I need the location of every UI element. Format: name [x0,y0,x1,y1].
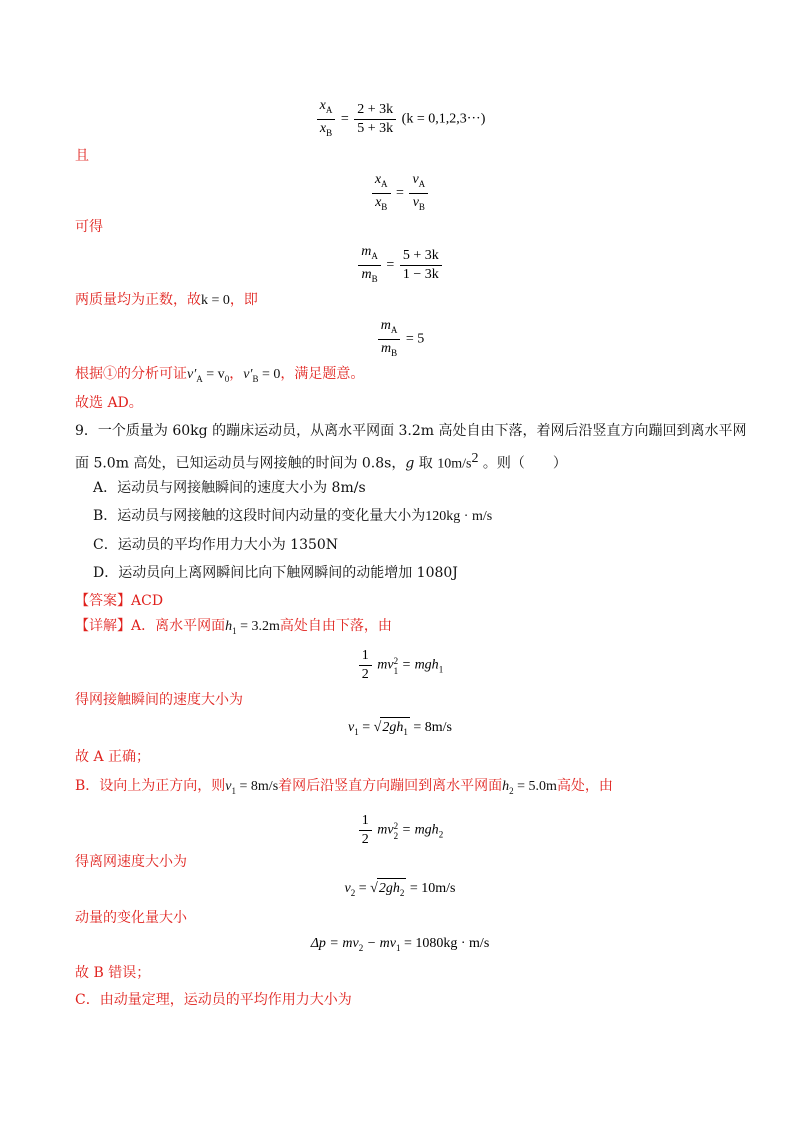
detail-c-line: C．由动量定理，运动员的平均作用力大小为 [75,992,352,1008]
equation-ratio-m: $\frac{m_A}{m_B}$ = $\frac{5 + 3k}{1 - 3k}$ [0,244,800,287]
equation-delta-p: $\Delta p = mv_2 - mv_1 = 1080kg \cdot m/s$ [310,936,490,953]
equation-ratio-x-v: $\frac{x_A}{x_B}$ = $\frac{v_A}{v_B}$ [0,172,800,215]
equation-energy-2: $\frac{1}{2}$ mv 2 2 = mgh$_2$ [0,813,800,848]
equation-mass-ratio-5: $\frac{m_A}{m_B}$ = 5 [0,318,800,361]
text-can-get: 可得 [75,219,103,235]
option-b: B．运动员与网接触的这段时间内动量的变化量大小为120kg · m/s [93,508,493,524]
text-momentum-change: 动量的变化量大小 [75,910,187,926]
text-b-wrong: 故 B 错误； [75,965,151,981]
text-verify: 根据①的分析可证$v'_A = v_0$，$v'_B = 0$，满足题意。 [75,366,365,384]
equation-ratio-x: $\frac{x_A}{x_B}$ = $\frac{2 + 3k}{5 + 3k}$ (k = 0,1,2,3···) [0,98,800,141]
question-9-line-1: 9．一个质量为 60kg 的蹦床运动员，从离水平网面 3.2m 高处自由下落，着网后沿竖直方向蹦回到离水平网 [75,423,747,439]
option-d: D．运动员向上离网瞬间比向下触网瞬间的动能增加 1080J [93,565,458,581]
option-a: A．运动员与网接触瞬间的速度大小为 8m/s [93,480,366,496]
equation-v1: $v_1 = √2gh_1 = 8m/s$ [0,717,800,742]
answer-label: 【答案】ACD [75,593,164,609]
detail-b-line: B．设向上为正方向，则$v_1 = 8m/s$着网后沿竖直方向蹦回到离水平网面$h_2 = 5.0m$高处，由 [75,778,613,796]
text-and: 且 [75,148,89,164]
text-choose-ad: 故选 AD。 [75,395,143,411]
text-both-positive: 两质量均为正数，故k = 0，即 [75,292,258,308]
equation-v2: $v_2 = √2gh_2 = 10m/s$ [0,878,800,903]
detail-a-line: 【详解】A．离水平网面$h_1 = 3.2m$高处自由下落，由 [75,618,392,636]
option-c: C．运动员的平均作用力大小为 1350N [93,537,339,553]
question-9-line-2: 面 5.0m 高处，已知运动员与网接触的时间为 0.8s，g 取 $10m/s^2$ 。则（ ） [75,451,567,472]
equation-energy-1: $\frac{1}{2}$ mv 2 1 = mgh$_1$ [0,648,800,683]
text-get-leave-speed: 得离网速度大小为 [75,854,187,870]
text-a-correct: 故 A 正确； [75,749,151,765]
text-get-touch-speed: 得网接触瞬间的速度大小为 [75,692,243,708]
